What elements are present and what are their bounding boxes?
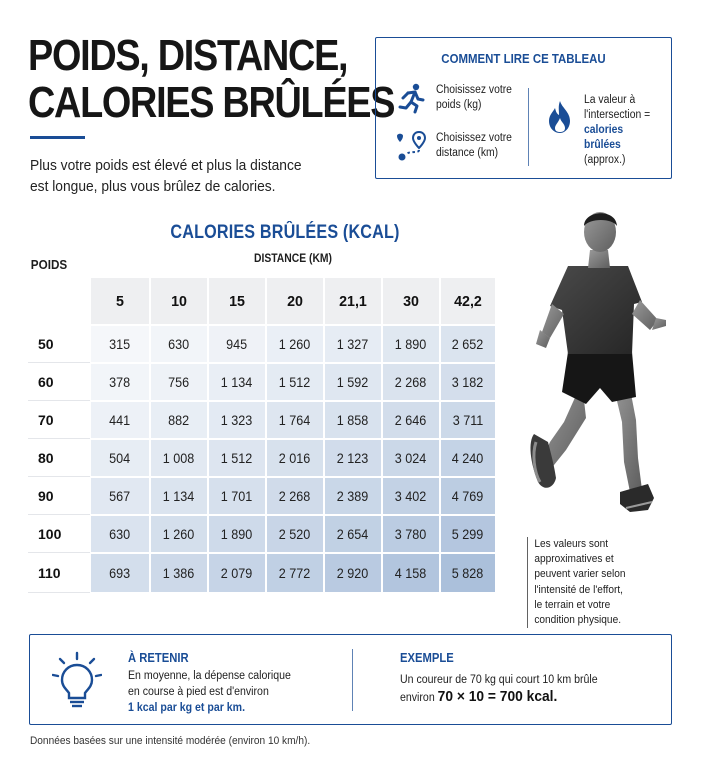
table-cell-value: 945 xyxy=(226,336,248,352)
table-cell-value: 2 520 xyxy=(279,526,311,542)
how-to-read-box xyxy=(375,37,672,179)
summary-box xyxy=(29,634,672,725)
how-to-read-title: COMMENT LIRE CE TABLEAU xyxy=(441,51,606,66)
value-explanation-line-1: La valeur à xyxy=(584,94,636,106)
table-cell-value: 315 xyxy=(109,336,131,352)
table-cell-value: 3 780 xyxy=(395,526,427,542)
value-explanation-line-4: (approx.) xyxy=(584,154,626,166)
subtitle-line-1: Plus votre poids est élevé et plus la distance xyxy=(30,157,302,174)
distance-instruction xyxy=(436,131,512,161)
retain-line-1: En moyenne, la dépense calorique xyxy=(128,670,291,682)
table-cell-value: 1 008 xyxy=(163,450,195,466)
subtitle xyxy=(30,155,306,197)
table-cell-value: 1 890 xyxy=(221,526,253,542)
route-icon xyxy=(394,130,428,162)
example-title: EXEMPLE xyxy=(400,651,454,665)
table-cell-value: 2 654 xyxy=(337,526,369,542)
table-cell-value: 1 260 xyxy=(279,336,311,352)
table-cell-value: 504 xyxy=(109,450,131,466)
table-cell-value: 2 920 xyxy=(337,565,369,581)
example-line-1: Un coureur de 70 kg qui court 10 km brûle xyxy=(400,674,598,686)
distance-header-21,1: 21,1 xyxy=(339,292,367,310)
title-line-1: POIDS, DISTANCE, xyxy=(28,31,348,80)
note-line-1: Les valeurs sont xyxy=(534,538,609,550)
note-line-3: peuvent varier selon xyxy=(534,568,626,581)
weight-header-70: 70 xyxy=(28,401,90,439)
weight-header-100: 100 xyxy=(28,515,90,553)
how-to-read-divider xyxy=(528,88,529,166)
table-cell-value: 2 123 xyxy=(337,450,369,466)
note-line-4: l'intensité de l'effort, xyxy=(534,583,623,596)
title-underline xyxy=(30,136,85,139)
table-cell-value: 1 858 xyxy=(337,412,369,428)
title-line-2: CALORIES BRÛLÉES xyxy=(28,78,395,127)
weight-header-90: 90 xyxy=(28,477,90,515)
table-cell-value: 882 xyxy=(168,412,190,428)
table-cell-value: 5 299 xyxy=(452,526,484,542)
flame-icon xyxy=(546,100,574,134)
value-explanation xyxy=(584,93,662,168)
table-cell-value: 1 512 xyxy=(221,450,253,466)
distance-header-20: 20 xyxy=(287,292,303,310)
table-cell-value: 2 268 xyxy=(395,374,427,390)
table-cell-value: 693 xyxy=(109,565,131,581)
retain-line-2: en course à pied est d'environ xyxy=(128,686,269,698)
distance-header-5: 5 xyxy=(116,292,124,310)
table-cell-value: 1 890 xyxy=(395,336,427,352)
approximation-note xyxy=(527,537,656,628)
weight-axis-label-line-1: POIDS xyxy=(30,257,68,272)
value-explanation-line-2: l'intersection = xyxy=(584,109,651,121)
table-title: CALORIES BRÛLÉES (KCAL) xyxy=(170,222,400,243)
distance-instruction-line-2: distance (km) xyxy=(436,147,499,159)
retain-highlight: 1 kcal par kg et par km. xyxy=(128,702,246,714)
distance-axis-label: DISTANCE (KM) xyxy=(253,253,332,265)
distance-header-30: 30 xyxy=(403,292,419,310)
table-cell-value: 441 xyxy=(109,412,131,428)
table-cell-value: 2 268 xyxy=(279,488,311,504)
retain-title: À RETENIR xyxy=(128,651,189,665)
footer-note: Données basées sur une intensité modérée (environ 10 km/h). xyxy=(30,735,311,747)
table-cell-value: 756 xyxy=(168,374,190,390)
table-cell-value: 3 182 xyxy=(452,374,484,390)
distance-header-15: 15 xyxy=(229,292,245,310)
table-cell-value: 630 xyxy=(168,336,190,352)
table-corner-cell xyxy=(28,277,90,325)
note-line-5: le terrain et votre xyxy=(534,598,611,611)
table-cell-value: 1 764 xyxy=(279,412,311,428)
table-cell-value: 1 260 xyxy=(163,526,195,542)
page-title xyxy=(28,31,395,127)
runner-photo xyxy=(520,192,680,544)
example-formula: 70 × 10 = 700 kcal. xyxy=(437,688,558,705)
summary-divider xyxy=(352,649,353,711)
table-cell-value: 1 134 xyxy=(221,374,253,390)
distance-header-42,2: 42,2 xyxy=(454,292,482,310)
weight-instruction-line-1: Choisissez votre xyxy=(436,84,512,96)
table-cell-value: 567 xyxy=(109,488,131,504)
table-cell-value: 2 016 xyxy=(279,450,311,466)
table-cell-value: 2 646 xyxy=(395,412,427,428)
distance-header-10: 10 xyxy=(171,292,187,310)
table-cell-value: 3 024 xyxy=(395,450,427,466)
distance-instruction-line-1: Choisissez votre xyxy=(436,132,512,144)
table-cell-value: 2 772 xyxy=(279,565,311,581)
table-cell-value: 1 592 xyxy=(337,374,369,390)
table-cell-value: 1 327 xyxy=(337,336,369,352)
weight-instruction-line-2: poids (kg) xyxy=(436,99,482,111)
weight-header-50: 50 xyxy=(28,325,90,363)
table-cell-value: 2 079 xyxy=(221,565,253,581)
table-cell-value: 4 769 xyxy=(452,488,484,504)
table-cell-value: 4 240 xyxy=(452,450,484,466)
table-cell-value: 1 134 xyxy=(163,488,195,504)
table-cell-value: 630 xyxy=(109,526,131,542)
calories-table xyxy=(28,277,496,593)
table-cell-value: 378 xyxy=(109,374,131,390)
subtitle-line-2: est longue, plus vous brûlez de calories. xyxy=(30,178,276,195)
retain-text xyxy=(128,668,291,716)
note-line-6: condition physique. xyxy=(534,614,622,627)
example-prefix: environ xyxy=(400,692,435,704)
table-cell-value: 1 323 xyxy=(221,412,253,428)
weight-instruction xyxy=(436,83,512,113)
table-cell-value: 3 711 xyxy=(452,412,484,428)
lightbulb-icon xyxy=(52,651,102,711)
weight-header-60: 60 xyxy=(28,363,90,401)
table-cell-value: 2 389 xyxy=(337,488,369,504)
table-cell-value: 4 158 xyxy=(395,565,427,581)
weight-header-80: 80 xyxy=(28,439,90,477)
weight-header-110: 110 xyxy=(28,553,90,593)
table-cell-value: 3 402 xyxy=(395,488,427,504)
note-line-2: approximatives et xyxy=(534,553,614,566)
table-cell-value: 1 512 xyxy=(279,374,311,390)
value-explanation-highlight: calories brûlées xyxy=(584,124,624,151)
table-cell-value: 5 828 xyxy=(452,565,484,581)
table-cell-value: 2 652 xyxy=(452,336,484,352)
table-cell-value: 1 386 xyxy=(163,565,195,581)
table-cell-value: 1 701 xyxy=(221,488,253,504)
runner-icon xyxy=(396,82,428,114)
example-text xyxy=(400,672,598,706)
